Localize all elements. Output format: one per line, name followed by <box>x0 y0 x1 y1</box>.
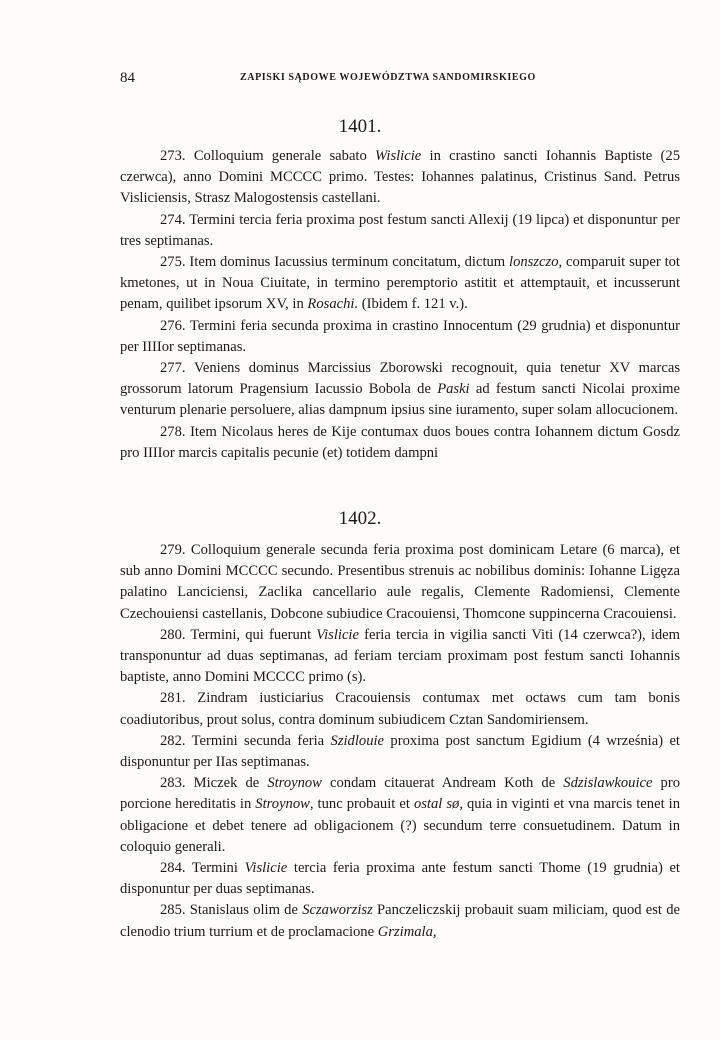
entry-275 <box>120 252 680 316</box>
entries-1402 <box>120 540 680 943</box>
entry-284 <box>120 858 680 900</box>
place-name: ostal sø <box>413 796 460 813</box>
place-name: Stroynow <box>255 796 310 813</box>
entry-number: 285. <box>160 902 186 919</box>
place-name: Paski <box>437 381 470 398</box>
entry-text: pro porcione hereditatis in <box>120 775 681 813</box>
entry-number: 276. <box>160 317 186 334</box>
page-number: 84 <box>120 70 135 86</box>
entry-text: Stanislaus olim de <box>185 902 303 919</box>
entry-number: 282. <box>160 732 186 749</box>
entry-283 <box>120 773 680 858</box>
entry-text: Panczeliczskij probauit suam miliciam, quod est de clenodio trium turrium et de proclamacione <box>120 902 680 940</box>
entry-text: , tunc probauit et <box>309 796 414 813</box>
entry-text: Termini feria secunda proxima in crastino Innocentum (29 grudnia) et disponuntur per IIIIor septimanas. <box>120 317 680 355</box>
entry-text: (Ibidem f. 121 v.). <box>358 296 468 313</box>
place-name: Vislicie <box>244 860 288 877</box>
entry-text: , quia in viginti et vna marcis tenet in obligacione et debet tenere ad obligacionem (?) secundum terre consuetudinem. Datum in coloquio generali. <box>120 796 680 855</box>
entry-text: Termini, qui fuerunt <box>185 626 317 643</box>
entry-text: Colloquium generale secunda feria proxima post dominicam Letare (6 marca), et sub anno Domini MCCCC secundo. Presentibus strenuis ac nobilibus dominis: Iohanne Ligȩza palatino Lanciciensi, Zaclika cancellario aule regalis, Clemente Radomiensi, Clemente Czechouiensi castellanis, Dobcone subiudice Cracouiensi, Thomcone suppincerna Cracouiensi. <box>120 542 680 622</box>
entry-number: 275. <box>160 254 186 271</box>
entry-text: Zindram iusticiarius Cracouiensis contumax met octaws cum tam bonis coadiutoribus, prout solus, contra dominum subiudicem Cztan Sandomiriensem. <box>120 690 680 728</box>
entry-number: 284. <box>160 860 186 877</box>
entry-number: 277. <box>160 360 186 377</box>
entry-279 <box>120 540 680 625</box>
place-name: Wislicie <box>375 148 422 164</box>
entry-text: , comparuit super tot kmetones, ut in Noua Ciuitate, in termino peremptorio astitit et attemptauit, et incusserunt penam, quilibet ipsorum XV, in <box>120 254 680 313</box>
entry-text: Termini tercia feria proxima post festum sancti Allexij (19 lipca) et disponuntur per tres septimanas. <box>120 211 680 249</box>
entry-number: 274. <box>160 211 186 228</box>
entry-text: in crastino sancti Iohannis Baptiste (25 czerwca), anno Domini MCCCC primo. Testes: Iohannes palatinus, Cristinus Sand. Petrus Visliciensis, Strasz Malogostensis castellani. <box>120 148 680 207</box>
journal-title: ZAPISKI SĄDOWE WOJEWÓDZTWA SANDOMIRSKIEGO <box>240 72 536 83</box>
entry-text: Miczek de <box>185 775 268 792</box>
entry-text: proxima post sanctum Egidium (4 września) et disponuntur per IIas septimanas. <box>120 732 680 771</box>
entry-number: 279. <box>160 542 186 558</box>
entry-282 <box>120 731 680 773</box>
entry-number: 280. <box>160 626 186 643</box>
place-name: Vislicie <box>316 626 359 643</box>
year-heading-1402: 1402. <box>338 508 382 529</box>
entry-number: 283. <box>160 775 186 792</box>
entry-text: feria tercia in vigilia sancti Viti (14 czerwca?), idem transponuntur ad duas septimanas, ad feriam terciam proximam post festum sancti Iohannis baptiste, anno Domini MCCCC primo (s). <box>120 626 680 686</box>
entry-273 <box>120 146 680 210</box>
entry-text: Item dominus Iacussius terminum concitatum, dictum <box>185 254 510 271</box>
place-name: Stroynow <box>267 775 322 792</box>
place-name: lonszczo <box>509 254 559 271</box>
place-name: Sdzislawkouice <box>563 775 653 792</box>
year-heading-1401: 1401. <box>338 116 382 137</box>
place-name: Sczaworzisz <box>302 902 373 919</box>
entry-text: Colloquium generale sabato <box>185 148 376 164</box>
entry-285 <box>120 900 680 942</box>
entry-text: Veniens dominus Marcissius Zborowski recognouit, quia tenetur XV marcas grossorum latorum Pragensium Iacussio Bobola de <box>120 360 680 398</box>
entry-text: condam citauerat Andream Koth de <box>321 775 564 792</box>
entry-text: Termini secunda feria <box>185 732 331 749</box>
entry-274 <box>120 210 680 252</box>
entry-281 <box>120 688 680 730</box>
entry-text: ad festum sancti Nicolai proxime venturum plenarie persoluere, alias dampnum ipsius sine iuramento, super solam allocucionem. <box>120 381 681 419</box>
entry-number: 281. <box>160 690 186 707</box>
entry-276 <box>120 316 680 358</box>
entry-280 <box>120 625 680 689</box>
entry-278 <box>120 422 680 464</box>
entries-1401 <box>120 146 680 464</box>
entry-number: 273. <box>160 148 186 164</box>
place-name: Rosachi. <box>307 296 359 313</box>
entry-277 <box>120 358 680 422</box>
entry-number: 278. <box>160 423 186 440</box>
entry-text: Item Nicolaus heres de Kije contumax duos boues contra Iohannem dictum Gosdz pro IIIIor marcis capitalis pecunie (et) totidem dampni <box>120 423 680 461</box>
entry-text: tercia feria proxima ante festum sancti Thome (19 grudnia) et disponuntur per duas septimanas. <box>120 860 680 898</box>
place-name: Grzimala, <box>377 923 437 940</box>
entry-text: Termini <box>185 860 245 877</box>
place-name: Szidlouie <box>330 732 385 749</box>
